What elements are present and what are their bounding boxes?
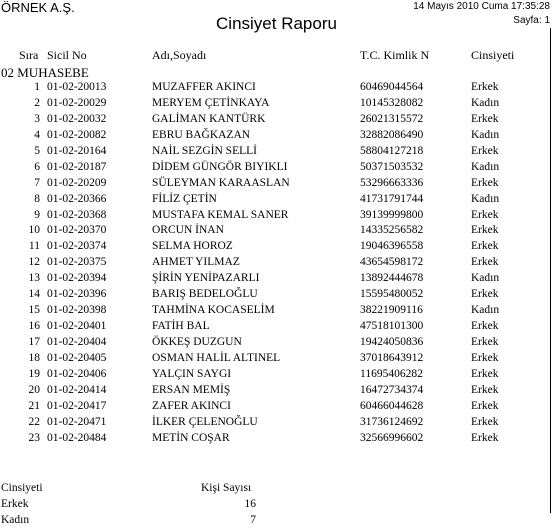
table-row [0, 255, 553, 271]
row-name: İLKER ÇELENOĞLU [152, 415, 258, 428]
row-tc: 32566996602 [360, 431, 424, 444]
row-tc: 41731791744 [360, 192, 424, 205]
row-sicil: 01-02-20029 [47, 96, 107, 109]
row-sicil: 01-02-20405 [47, 351, 107, 364]
row-sicil: 01-02-20398 [47, 304, 107, 317]
col-header-name: Adı,Soyadı [152, 48, 207, 62]
row-name: ŞİRİN YENİPAZARLI [152, 272, 260, 285]
row-tc: 11695406282 [360, 367, 423, 380]
row-sira: 6 [34, 160, 40, 173]
row-sira: 16 [28, 320, 40, 333]
row-name: FATİH BAL [152, 320, 210, 333]
row-tc: 19424050836 [360, 336, 424, 348]
row-sira: 2 [34, 96, 40, 109]
row-gender: Erkek [471, 81, 499, 93]
row-name: SELMA HOROZ [152, 240, 233, 253]
row-gender: Erkek [471, 351, 499, 364]
row-sicil: 01-02-20406 [47, 367, 107, 380]
row-sicil: 01-02-20484 [47, 431, 107, 444]
row-name: AHMET YILMAZ [152, 256, 240, 269]
row-tc: 37018643912 [360, 351, 424, 364]
summary-header-count: Kişi Sayısı [201, 482, 252, 494]
row-tc: 14335256582 [360, 224, 424, 237]
page-number: 1 [544, 15, 550, 26]
row-tc: 26021315572 [360, 112, 424, 125]
row-gender: Kadın [471, 272, 500, 285]
row-tc: 58804127218 [360, 144, 424, 157]
row-sicil: 01-02-20209 [47, 176, 107, 189]
row-sicil: 01-02-20368 [47, 208, 107, 221]
row-sicil: 01-02-20366 [47, 192, 107, 205]
col-header-sira: Sıra [19, 48, 39, 62]
summary-gender: Kadın [1, 514, 30, 526]
summary-count: 16 [244, 498, 256, 510]
table-row [0, 112, 553, 128]
row-sicil: 01-02-20414 [47, 383, 107, 396]
row-sicil: 01-02-20417 [47, 399, 107, 412]
row-sira: 20 [28, 383, 40, 396]
row-tc: 19046396558 [360, 240, 424, 253]
row-sicil: 01-02-20404 [47, 336, 107, 348]
row-sicil: 01-02-20396 [47, 288, 107, 301]
row-name: DİDEM GÜNGÖR BIYIKLI [152, 160, 288, 173]
page-label: Sayfa: [513, 15, 542, 26]
row-sicil: 01-02-20013 [47, 81, 107, 93]
row-tc: 60466044628 [360, 399, 424, 412]
row-sicil: 01-02-20082 [47, 128, 107, 141]
row-gender: Erkek [471, 224, 499, 237]
table-row [0, 128, 553, 144]
row-tc: 39139999800 [360, 208, 424, 221]
row-tc: 38221909116 [360, 304, 423, 317]
table-row [0, 271, 553, 287]
table-row [0, 239, 553, 255]
row-sicil: 01-02-20370 [47, 224, 107, 237]
row-sira: 17 [28, 336, 40, 348]
row-tc: 47518101300 [360, 320, 424, 333]
table-row [0, 415, 553, 431]
row-sira: 12 [28, 256, 40, 269]
row-sira: 11 [28, 240, 40, 253]
row-tc: 60469044564 [360, 81, 424, 93]
row-sira: 5 [34, 144, 40, 157]
row-sira: 3 [34, 112, 40, 125]
row-gender: Erkek [471, 144, 499, 157]
table-row [0, 223, 553, 239]
row-gender: Erkek [471, 320, 499, 333]
print-date: 14 Mayıs 2010 Cuma 17:35:28 [413, 1, 550, 12]
row-tc: 32882086490 [360, 128, 424, 141]
col-header-gender: Cinsiyeti [471, 48, 515, 62]
row-gender: Kadın [471, 96, 500, 109]
row-sicil: 01-02-20375 [47, 256, 107, 269]
row-sicil: 01-02-20471 [47, 415, 107, 428]
row-name: MUSTAFA KEMAL SANER [152, 208, 289, 221]
row-gender: Erkek [471, 176, 499, 189]
row-sira: 10 [28, 224, 40, 237]
table-row [0, 144, 553, 160]
row-name: EBRU BAĞKAZAN [152, 128, 251, 141]
row-sira: 8 [34, 192, 40, 205]
row-name: TAHMİNA KOCASELİM [152, 304, 275, 317]
row-name: MUZAFFER AKINCI [152, 81, 256, 93]
table-row [0, 399, 553, 415]
row-tc: 15595480052 [360, 288, 424, 301]
section-heading: 02 MUHASEBE [1, 65, 89, 80]
row-gender: Erkek [471, 399, 499, 412]
row-name: OSMAN HALİL ALTINEL [152, 351, 281, 364]
row-sira: 21 [28, 399, 40, 412]
row-name: ERSAN MEMİŞ [152, 383, 231, 396]
table-row [0, 383, 553, 399]
summary-gender: Erkek [1, 498, 29, 510]
row-name: ORCUN İNAN [152, 224, 224, 237]
table-row [0, 160, 553, 176]
row-gender: Erkek [471, 208, 499, 221]
row-sira: 13 [28, 272, 40, 285]
row-gender: Erkek [471, 256, 499, 269]
table-row [0, 176, 553, 192]
table-row [0, 192, 553, 208]
row-tc: 31736124692 [360, 415, 424, 428]
row-name: MERYEM ÇETİNKAYA [152, 96, 270, 109]
col-header-sicil: Sicil No [47, 48, 87, 62]
row-tc: 10145328082 [360, 96, 424, 109]
row-tc: 16472734374 [360, 383, 424, 396]
row-gender: Kadın [471, 304, 500, 317]
row-gender: Erkek [471, 336, 499, 348]
row-gender: Erkek [471, 288, 499, 301]
row-sicil: 01-02-20394 [47, 272, 107, 285]
row-tc: 43654598172 [360, 256, 424, 269]
row-tc: 53296663336 [360, 176, 424, 189]
row-sira: 23 [28, 431, 40, 444]
row-name: NAİL SEZGİN SELLİ [152, 144, 257, 157]
row-sira: 18 [28, 351, 40, 364]
row-gender: Erkek [471, 415, 499, 428]
row-name: GALİMAN KANTÜRK [152, 112, 266, 125]
row-tc: 13892444678 [360, 272, 424, 285]
row-sira: 15 [28, 304, 40, 317]
company-name: ÖRNEK A.Ş. [1, 0, 75, 15]
row-name: SÜLEYMAN KARAASLAN [152, 176, 290, 189]
row-sicil: 01-02-20032 [47, 112, 107, 125]
table-row [0, 208, 553, 224]
row-gender: Kadın [471, 128, 500, 141]
table-row [0, 367, 553, 383]
row-gender: Erkek [471, 112, 499, 125]
row-name: ZAFER AKINCI [152, 399, 231, 412]
row-sira: 7 [34, 176, 40, 189]
row-gender: Erkek [471, 431, 499, 444]
row-sicil: 01-02-20164 [47, 144, 107, 157]
report-table [0, 80, 553, 447]
row-sira: 19 [28, 367, 40, 380]
table-row [0, 96, 553, 112]
row-gender: Erkek [471, 383, 499, 396]
row-name: FİLİZ ÇETİN [152, 192, 217, 205]
table-row [0, 287, 553, 303]
table-row [0, 335, 553, 351]
row-sira: 4 [34, 128, 40, 141]
table-row [0, 431, 553, 447]
row-gender: Kadın [471, 160, 500, 173]
row-sicil: 01-02-20374 [47, 240, 107, 253]
row-name: ÖKKEŞ DUZGUN [152, 336, 242, 348]
row-name: YALÇIN SAYGI [152, 367, 232, 380]
table-row [0, 80, 553, 96]
report-title: Cinsiyet Raporu [216, 14, 337, 33]
table-row [0, 303, 553, 319]
summary-header-gender: Cinsiyeti [1, 482, 43, 494]
col-header-tc: T.C. Kimlik N [360, 48, 430, 62]
row-gender: Erkek [471, 240, 499, 253]
row-sicil: 01-02-20187 [47, 160, 107, 173]
table-row [0, 319, 553, 335]
row-sicil: 01-02-20401 [47, 320, 107, 333]
table-row [0, 351, 553, 367]
row-tc: 50371503532 [360, 160, 424, 173]
row-name: METİN COŞAR [152, 431, 230, 444]
row-sira: 22 [28, 415, 40, 428]
row-name: BARIŞ BEDELOĞLU [152, 288, 258, 301]
row-sira: 14 [28, 288, 40, 301]
summary-count: 7 [250, 514, 256, 526]
row-gender: Kadın [471, 192, 500, 205]
row-sira: 9 [34, 208, 40, 221]
row-gender: Erkek [471, 367, 499, 380]
row-sira: 1 [34, 81, 40, 93]
